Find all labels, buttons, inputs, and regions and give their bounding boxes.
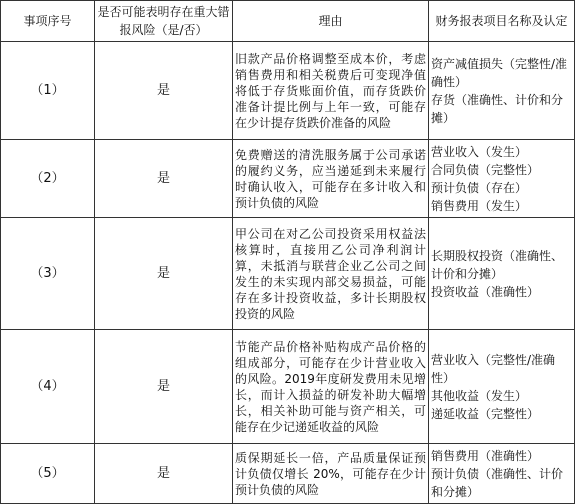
statement-item: 其他收益（发生）	[431, 388, 528, 403]
statement-item: 递延收益（完整性）	[431, 406, 540, 421]
statement-item: 销售费用（发生）	[431, 198, 528, 213]
header-item-number: 事项序号	[1, 1, 95, 42]
statement-items	[429, 42, 575, 140]
risk-answer: 是	[95, 42, 233, 140]
table-row	[1, 444, 575, 504]
item-number: （4）	[1, 330, 95, 444]
risk-answer: 是	[95, 444, 233, 504]
statement-item: 预计负债（存在）	[431, 180, 528, 195]
header-reason: 理由	[233, 1, 429, 42]
item-number: （2）	[1, 140, 95, 218]
reason-text: 质保期延长一倍，产品质量保证预计负债仅增长 20%，可能存在少计预计负债的风险	[233, 444, 429, 504]
risk-answer: 是	[95, 218, 233, 330]
risk-answer: 是	[95, 140, 233, 218]
header-risk: 是否可能表明存在重大错报风险（是/否）	[95, 1, 233, 42]
item-number: （3）	[1, 218, 95, 330]
reason-text: 甲公司在对乙公司投资采用权益法核算时，直接用乙公司净利润计算，未抵消与联营企业乙公司之间发生的未实现内部交易损益，可能存在多计投资收益，多计长期股权投资的风险	[233, 218, 429, 330]
statement-item: 投资收益（准确性）	[431, 284, 540, 299]
statement-items	[429, 218, 575, 330]
statement-item: 营业收入（完整性/准确性）	[431, 352, 556, 385]
statement-item: 合同负债（完整性）	[431, 162, 540, 177]
statement-item: 资产减值损失（完整性/准确性）	[431, 56, 568, 89]
table-row	[1, 218, 575, 330]
statement-items	[429, 140, 575, 218]
item-number: （1）	[1, 42, 95, 140]
statement-item: 预计负债（准确性、计价和分摊）	[431, 466, 564, 499]
statement-item: 营业收入（发生）	[431, 144, 528, 159]
reason-text: 节能产品价格补贴构成产品价格的组成部分，可能存在少计营业收入的风险。2019年度研发费用未见增长，而计入损益的研发补助大幅增长，相关补助可能与资产相关，可能存在少记递延收益的风险	[233, 330, 429, 444]
table-row	[1, 330, 575, 444]
item-number: （5）	[1, 444, 95, 504]
reason-text: 旧款产品价格调整至成本价，考虑销售费用和相关税费后可变现净值将低于存货账面价值，而存货跌价准备计提比例与上年一致，可能存在少计提存货跌价准备的风险	[233, 42, 429, 140]
statement-item: 长期股权投资（准确性、计价和分摊）	[431, 248, 564, 281]
statement-item: 销售费用（准确性）	[431, 448, 540, 463]
statement-items	[429, 330, 575, 444]
reason-text: 免费赠送的清洗服务属于公司承诺的履约义务，应当递延到未来履行时确认收入，可能存在多计收入和预计负债的风险	[233, 140, 429, 218]
risk-answer: 是	[95, 330, 233, 444]
statement-items	[429, 444, 575, 504]
header-row	[1, 1, 575, 42]
table-row	[1, 42, 575, 140]
statement-item: 存货（准确性、计价和分摊）	[431, 92, 564, 125]
table-row	[1, 140, 575, 218]
header-statement-items: 财务报表项目名称及认定	[429, 1, 575, 42]
